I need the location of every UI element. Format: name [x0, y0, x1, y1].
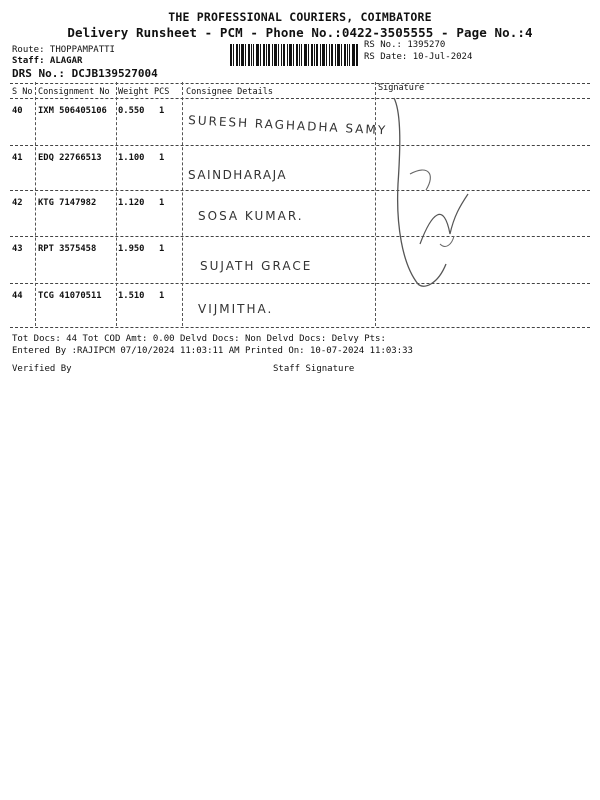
row-rule	[10, 283, 590, 284]
row-weight: 0.550	[118, 106, 145, 116]
row-consignment: IXM 506405106	[38, 106, 107, 116]
verified-by-label: Verified By	[12, 364, 72, 374]
column-divider	[182, 82, 183, 326]
staff-label: Staff: ALAGAR	[12, 56, 83, 66]
signature-scribble-image	[380, 94, 470, 294]
handwriting-image	[198, 256, 368, 276]
row-pcs: 1	[159, 244, 165, 254]
row-weight: 1.100	[118, 153, 145, 163]
route-label: Route: THOPPAMPATTI	[12, 45, 115, 55]
col-header-consignee: Consignee Details	[186, 87, 273, 97]
svg-text:VIJMITHA.: VIJMITHA.	[198, 302, 274, 316]
row-pcs: 1	[159, 106, 165, 116]
handwriting-image	[186, 110, 388, 146]
header-bottom-rule	[10, 98, 590, 99]
handwritten-consignee	[186, 110, 388, 150]
row-pcs: 1	[159, 153, 165, 163]
row-weight: 1.120	[118, 198, 145, 208]
entered-by-line: Entered By :RAJIPCM 07/10/2024 11:03:11 AM Printed On: 10-07-2024 11:03:33	[12, 346, 413, 356]
row-weight: 1.950	[118, 244, 145, 254]
handwritten-consignee	[198, 256, 368, 280]
row-weight: 1.510	[118, 291, 145, 301]
column-divider	[375, 82, 376, 326]
handwritten-consignee	[196, 206, 366, 230]
svg-text:SURESH RAGHADHA SAMY: SURESH RAGHADHA SAMY	[187, 113, 388, 138]
row-rule	[10, 190, 590, 191]
table-bottom-rule	[10, 327, 590, 328]
row-sno: 44	[12, 291, 23, 301]
table-top-rule	[10, 83, 590, 84]
row-rule	[10, 236, 590, 237]
drs-number: DRS No.: DCJB139527004	[12, 67, 158, 80]
svg-text:SUJATH GRACE: SUJATH GRACE	[200, 259, 313, 273]
row-pcs: 1	[159, 291, 165, 301]
col-header-signature: Signature	[378, 83, 425, 93]
staff-signature-label: Staff Signature	[273, 364, 355, 374]
row-sno: 43	[12, 244, 23, 254]
column-divider	[116, 82, 117, 326]
handwritten-consignee	[186, 165, 366, 189]
totals-line: Tot Docs: 44 Tot COD Amt: 0.00 Delvd Docs: Non Delvd Docs: Delvy Pts:	[12, 334, 386, 344]
handwritten-consignee	[196, 299, 346, 323]
col-header-consignment: Consignment No	[38, 87, 110, 97]
row-sno: 42	[12, 198, 23, 208]
row-sno: 40	[12, 106, 23, 116]
column-divider	[35, 82, 36, 326]
barcode-image	[230, 44, 358, 66]
col-header-weight: Weight	[118, 87, 149, 97]
row-pcs: 1	[159, 198, 165, 208]
rs-number: RS No.: 1395270	[364, 40, 446, 50]
svg-text:SAINDHARAJA: SAINDHARAJA	[188, 168, 288, 182]
row-consignment: TCG 41070511	[38, 291, 102, 301]
company-title: THE PROFESSIONAL COURIERS, COIMBATORE	[168, 10, 432, 24]
rs-date: RS Date: 10-Jul-2024	[364, 52, 473, 62]
col-header-sno: S No	[12, 87, 33, 97]
row-consignment: EDQ 22766513	[38, 153, 102, 163]
handwriting-image	[196, 206, 366, 226]
col-header-pcs: PCS	[154, 87, 170, 97]
handwriting-image	[186, 165, 366, 185]
row-consignment: RPT 3575458	[38, 244, 97, 254]
svg-text:SOSA KUMAR.: SOSA KUMAR.	[198, 209, 304, 223]
handwriting-image	[196, 299, 346, 319]
row-sno: 41	[12, 153, 23, 163]
runsheet-title: Delivery Runsheet - PCM - Phone No.:0422-3505555 - Page No.:4	[67, 25, 533, 40]
row-consignment: KTG 7147982	[38, 198, 97, 208]
